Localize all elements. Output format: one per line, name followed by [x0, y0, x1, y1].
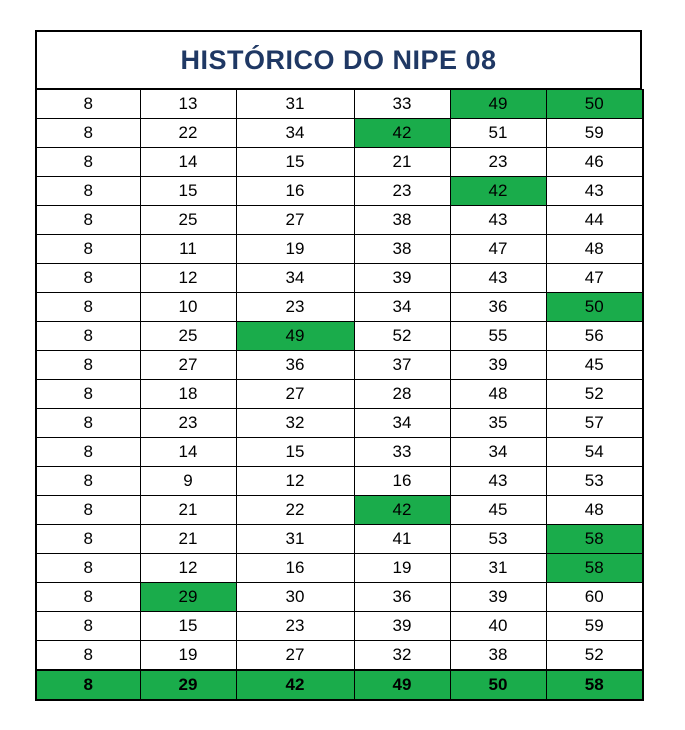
table-cell[interactable]: 8 — [36, 583, 140, 612]
table-row — [36, 641, 643, 671]
table-cell[interactable]: 27 — [140, 351, 236, 380]
table-row — [36, 409, 643, 438]
table-cell[interactable]: 9 — [140, 467, 236, 496]
table-body — [36, 90, 643, 701]
table-cell[interactable]: 22 — [236, 496, 354, 525]
table-cell[interactable]: 27 — [236, 380, 354, 409]
table-cell[interactable]: 34 — [354, 293, 450, 322]
table-cell[interactable]: 53 — [546, 467, 643, 496]
table-cell[interactable]: 58 — [546, 554, 643, 583]
summary-cell[interactable]: 58 — [546, 670, 643, 700]
summary-cell[interactable]: 29 — [140, 670, 236, 700]
table-cell[interactable]: 8 — [36, 612, 140, 641]
table-cell[interactable]: 21 — [140, 525, 236, 554]
table-cell[interactable]: 23 — [450, 148, 546, 177]
table-cell[interactable]: 31 — [450, 554, 546, 583]
table-row — [36, 380, 643, 409]
table-cell[interactable]: 43 — [450, 467, 546, 496]
table-cell[interactable]: 16 — [236, 177, 354, 206]
table-cell[interactable]: 52 — [546, 641, 643, 671]
table-cell[interactable]: 36 — [354, 583, 450, 612]
table-cell[interactable]: 8 — [36, 322, 140, 351]
table-row — [36, 554, 643, 583]
table-row — [36, 525, 643, 554]
table-cell[interactable]: 41 — [354, 525, 450, 554]
table-cell[interactable]: 43 — [450, 206, 546, 235]
table-cell[interactable]: 48 — [450, 380, 546, 409]
table-cell[interactable]: 34 — [450, 438, 546, 467]
table-cell[interactable]: 8 — [36, 90, 140, 119]
table-cell[interactable]: 8 — [36, 641, 140, 671]
table-cell[interactable]: 32 — [354, 641, 450, 671]
table-cell[interactable]: 8 — [36, 351, 140, 380]
table-cell[interactable]: 36 — [236, 351, 354, 380]
table-cell[interactable]: 56 — [546, 322, 643, 351]
table-cell[interactable]: 14 — [140, 148, 236, 177]
table-cell[interactable]: 10 — [140, 293, 236, 322]
table-cell[interactable]: 8 — [36, 148, 140, 177]
table-cell[interactable]: 8 — [36, 496, 140, 525]
table-row — [36, 206, 643, 235]
table-cell[interactable]: 8 — [36, 293, 140, 322]
table-cell[interactable]: 50 — [546, 90, 643, 119]
table-cell[interactable]: 30 — [236, 583, 354, 612]
table-cell[interactable]: 49 — [450, 90, 546, 119]
table-title: HISTÓRICO DO NIPE 08 — [35, 30, 642, 90]
table-cell[interactable]: 43 — [546, 177, 643, 206]
table-cell[interactable]: 59 — [546, 119, 643, 148]
table-cell[interactable]: 44 — [546, 206, 643, 235]
table-cell[interactable]: 46 — [546, 148, 643, 177]
table-cell[interactable]: 38 — [354, 206, 450, 235]
table-cell[interactable]: 39 — [354, 612, 450, 641]
table-cell[interactable]: 18 — [140, 380, 236, 409]
table-cell[interactable]: 27 — [236, 206, 354, 235]
table-cell[interactable]: 55 — [450, 322, 546, 351]
table-cell[interactable]: 42 — [354, 119, 450, 148]
table-row — [36, 467, 643, 496]
table-cell[interactable]: 12 — [140, 554, 236, 583]
table-cell[interactable]: 8 — [36, 467, 140, 496]
table-cell[interactable]: 23 — [236, 293, 354, 322]
table-cell[interactable]: 39 — [354, 264, 450, 293]
table-cell[interactable]: 15 — [236, 148, 354, 177]
summary-cell[interactable]: 42 — [236, 670, 354, 700]
table-cell[interactable]: 37 — [354, 351, 450, 380]
table-cell[interactable]: 15 — [140, 177, 236, 206]
table-cell[interactable]: 16 — [354, 467, 450, 496]
table-cell[interactable]: 15 — [140, 612, 236, 641]
table-cell[interactable]: 53 — [450, 525, 546, 554]
table-cell[interactable]: 34 — [236, 264, 354, 293]
table-cell[interactable]: 12 — [140, 264, 236, 293]
table-cell[interactable]: 8 — [36, 438, 140, 467]
table-cell[interactable]: 59 — [546, 612, 643, 641]
table-row — [36, 322, 643, 351]
table-row — [36, 177, 643, 206]
table-cell[interactable]: 13 — [140, 90, 236, 119]
table-cell[interactable]: 8 — [36, 119, 140, 148]
table-cell[interactable]: 12 — [236, 467, 354, 496]
table-cell[interactable]: 35 — [450, 409, 546, 438]
table-cell[interactable]: 50 — [546, 293, 643, 322]
table-cell[interactable]: 31 — [236, 525, 354, 554]
table-cell[interactable]: 16 — [236, 554, 354, 583]
table-cell[interactable]: 34 — [354, 409, 450, 438]
table-row — [36, 264, 643, 293]
table-row — [36, 583, 643, 612]
table-cell[interactable]: 27 — [236, 641, 354, 671]
table-cell[interactable]: 21 — [354, 148, 450, 177]
table-cell[interactable]: 58 — [546, 525, 643, 554]
table-cell[interactable]: 47 — [546, 264, 643, 293]
table-row — [36, 119, 643, 148]
table-row — [36, 496, 643, 525]
table-cell[interactable]: 8 — [36, 409, 140, 438]
table-cell[interactable]: 21 — [140, 496, 236, 525]
table-cell[interactable]: 40 — [450, 612, 546, 641]
table-cell[interactable]: 14 — [140, 438, 236, 467]
table-cell[interactable]: 60 — [546, 583, 643, 612]
table-cell[interactable]: 8 — [36, 177, 140, 206]
table-cell[interactable]: 32 — [236, 409, 354, 438]
table-cell[interactable]: 22 — [140, 119, 236, 148]
table-cell[interactable]: 29 — [140, 583, 236, 612]
table-cell[interactable]: 54 — [546, 438, 643, 467]
table-cell[interactable]: 45 — [450, 496, 546, 525]
table-row — [36, 293, 643, 322]
spreadsheet-table — [35, 30, 642, 700]
table-cell[interactable]: 8 — [36, 206, 140, 235]
table-cell[interactable]: 8 — [36, 380, 140, 409]
table-cell[interactable]: 45 — [546, 351, 643, 380]
table-cell[interactable]: 8 — [36, 525, 140, 554]
table-cell[interactable]: 23 — [354, 177, 450, 206]
table-row — [36, 438, 643, 467]
results-table — [35, 89, 644, 701]
table-cell[interactable]: 39 — [450, 583, 546, 612]
table-cell[interactable]: 57 — [546, 409, 643, 438]
table-row — [36, 235, 643, 264]
table-cell[interactable]: 47 — [450, 235, 546, 264]
table-cell[interactable]: 34 — [236, 119, 354, 148]
table-cell[interactable]: 52 — [546, 380, 643, 409]
table-cell[interactable]: 31 — [236, 90, 354, 119]
table-cell[interactable]: 8 — [36, 554, 140, 583]
table-cell[interactable]: 43 — [450, 264, 546, 293]
table-cell[interactable]: 38 — [450, 641, 546, 671]
summary-row — [36, 670, 643, 700]
summary-cell[interactable]: 50 — [450, 670, 546, 700]
table-cell[interactable]: 49 — [236, 322, 354, 351]
table-cell[interactable]: 28 — [354, 380, 450, 409]
table-cell[interactable]: 23 — [236, 612, 354, 641]
table-cell[interactable]: 38 — [354, 235, 450, 264]
table-cell[interactable]: 25 — [140, 206, 236, 235]
table-row — [36, 90, 643, 119]
table-cell[interactable]: 52 — [354, 322, 450, 351]
table-cell[interactable]: 19 — [140, 641, 236, 671]
table-row — [36, 351, 643, 380]
table-cell[interactable]: 36 — [450, 293, 546, 322]
summary-cell[interactable]: 8 — [36, 670, 140, 700]
table-cell[interactable]: 11 — [140, 235, 236, 264]
table-cell[interactable]: 42 — [450, 177, 546, 206]
table-cell[interactable]: 39 — [450, 351, 546, 380]
table-cell[interactable]: 8 — [36, 264, 140, 293]
table-cell[interactable]: 33 — [354, 438, 450, 467]
table-cell[interactable]: 48 — [546, 496, 643, 525]
table-cell[interactable]: 33 — [354, 90, 450, 119]
table-cell[interactable]: 25 — [140, 322, 236, 351]
table-cell[interactable]: 19 — [354, 554, 450, 583]
table-cell[interactable]: 48 — [546, 235, 643, 264]
table-cell[interactable]: 23 — [140, 409, 236, 438]
table-cell[interactable]: 8 — [36, 235, 140, 264]
table-row — [36, 148, 643, 177]
table-cell[interactable]: 42 — [354, 496, 450, 525]
summary-cell[interactable]: 49 — [354, 670, 450, 700]
table-cell[interactable]: 19 — [236, 235, 354, 264]
table-cell[interactable]: 51 — [450, 119, 546, 148]
table-cell[interactable]: 15 — [236, 438, 354, 467]
table-row — [36, 612, 643, 641]
